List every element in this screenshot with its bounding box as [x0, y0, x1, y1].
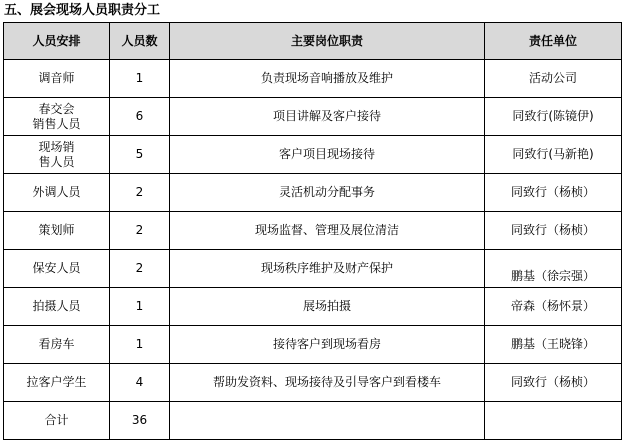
role-cell [4, 98, 110, 136]
unit-cell: 同致行(马新艳) [485, 136, 622, 174]
count-cell: 1 [110, 326, 170, 364]
role-line: 拉客户学生 [26, 375, 87, 389]
total-duty-cell [170, 402, 485, 440]
duty-cell: 项目讲解及客户接待 [170, 98, 485, 136]
role-cell [4, 364, 110, 402]
duty-cell: 现场监督、管理及展位清洁 [170, 212, 485, 250]
unit-cell: 活动公司 [485, 60, 622, 98]
unit-cell: 帝森（杨怀景） [485, 288, 622, 326]
count-cell: 6 [110, 98, 170, 136]
table-row [4, 250, 622, 288]
section-title: 五、展会现场人员职责分工 [4, 3, 161, 18]
role-cell [4, 60, 110, 98]
unit-cell: 鹏基（徐宗强） [485, 250, 622, 288]
total-unit-cell [485, 402, 622, 440]
total-row [4, 402, 622, 440]
role-line: 春交会 [38, 101, 75, 116]
duty-cell: 展场拍摄 [170, 288, 485, 326]
role-cell [4, 136, 110, 174]
duty-cell: 灵活机动分配事务 [170, 174, 485, 212]
header-count: 人员数 [110, 23, 170, 60]
role-cell [4, 326, 110, 364]
count-cell: 1 [110, 288, 170, 326]
role-line: 外调人员 [32, 185, 81, 199]
unit-cell: 同致行（杨桢） [485, 364, 622, 402]
role-line: 调音师 [38, 71, 75, 85]
total-count: 36 [110, 402, 170, 440]
header-role: 人员安排 [4, 23, 110, 60]
table-row [4, 174, 622, 212]
table-row [4, 98, 622, 136]
role-line: 保安人员 [32, 261, 81, 275]
count-cell: 2 [110, 212, 170, 250]
total-label: 合计 [4, 402, 110, 440]
unit-cell: 同致行(陈镜伊) [485, 98, 622, 136]
role-cell [4, 212, 110, 250]
count-cell: 2 [110, 250, 170, 288]
count-cell: 5 [110, 136, 170, 174]
table-header-row [4, 23, 622, 60]
role-cell [4, 288, 110, 326]
role-line: 售人员 [38, 154, 75, 169]
role-line: 策划师 [38, 223, 75, 237]
duty-cell: 接待客户到现场看房 [170, 326, 485, 364]
table-row [4, 60, 622, 98]
role-line: 拍摄人员 [32, 299, 81, 313]
duty-cell: 客户项目现场接待 [170, 136, 485, 174]
duty-cell: 帮助发资料、现场接待及引导客户到看楼车 [170, 364, 485, 402]
role-cell [4, 250, 110, 288]
count-cell: 2 [110, 174, 170, 212]
table-row [4, 212, 622, 250]
unit-cell: 同致行（杨桢） [485, 174, 622, 212]
header-unit: 责任单位 [485, 23, 622, 60]
count-cell: 1 [110, 60, 170, 98]
table-row [4, 288, 622, 326]
unit-cell: 鹏基（王晓锋） [485, 326, 622, 364]
duty-table [3, 22, 622, 440]
unit-cell: 同致行（杨桢） [485, 212, 622, 250]
table-row [4, 326, 622, 364]
duty-cell: 现场秩序维护及财产保护 [170, 250, 485, 288]
role-line: 看房车 [38, 337, 75, 351]
count-cell: 4 [110, 364, 170, 402]
header-duty: 主要岗位职责 [170, 23, 485, 60]
duty-cell: 负责现场音响播放及维护 [170, 60, 485, 98]
table-row [4, 364, 622, 402]
role-line: 现场销 [38, 139, 75, 154]
table-row [4, 136, 622, 174]
role-line: 销售人员 [32, 116, 81, 131]
role-cell [4, 174, 110, 212]
